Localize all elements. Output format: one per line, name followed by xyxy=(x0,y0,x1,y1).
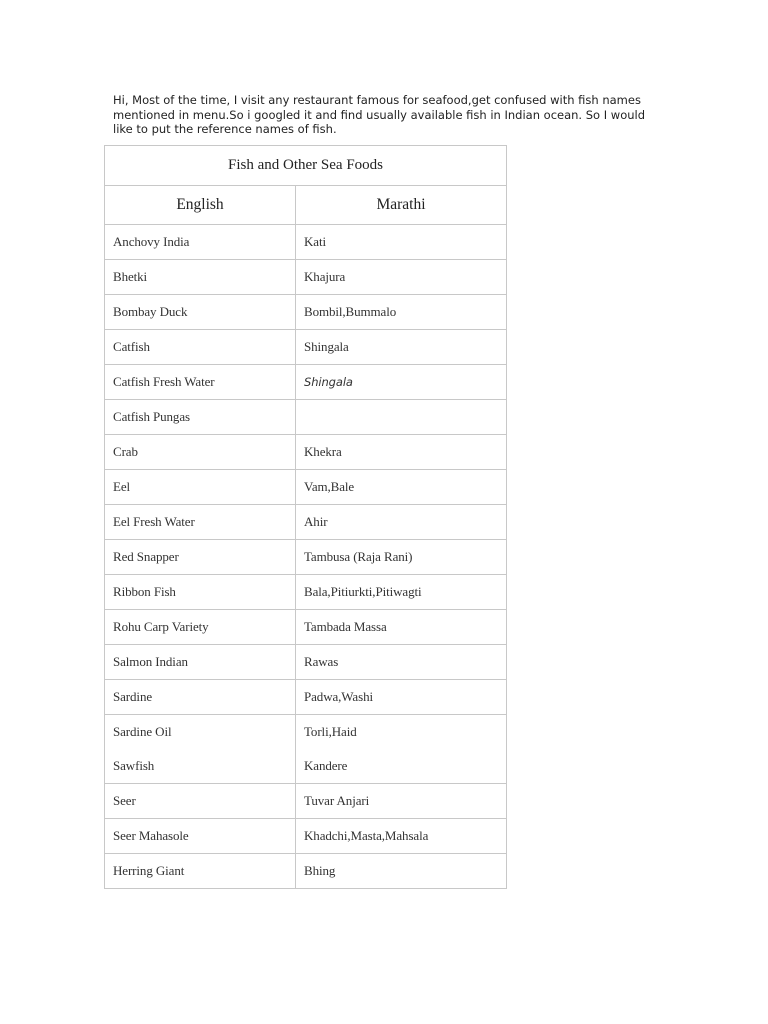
marathi-name: Bhing xyxy=(296,854,507,889)
table-row xyxy=(105,819,507,854)
table-title-row xyxy=(105,146,507,186)
table-row xyxy=(105,435,507,470)
english-name: Catfish xyxy=(105,330,296,365)
table-row xyxy=(105,505,507,540)
marathi-name: Tambusa (Raja Rani) xyxy=(296,540,507,575)
intro-line-1: Hi, Most of the time, I visit any restaurant famous for seafood,get confused with fish names xyxy=(113,93,641,107)
table-row xyxy=(105,715,507,750)
table-row xyxy=(105,784,507,819)
english-name: Crab xyxy=(105,435,296,470)
table-row xyxy=(105,854,507,889)
marathi-name: Kati xyxy=(296,225,507,260)
english-name: Eel Fresh Water xyxy=(105,505,296,540)
intro-line-3: like to put the reference names of fish. xyxy=(113,122,337,136)
table-row xyxy=(105,330,507,365)
table-row xyxy=(105,680,507,715)
marathi-name: Tuvar Anjari xyxy=(296,784,507,819)
table-row xyxy=(105,749,507,784)
english-name: Ribbon Fish xyxy=(105,575,296,610)
english-name: Catfish Fresh Water xyxy=(105,365,296,400)
english-name: Catfish Pungas xyxy=(105,400,296,435)
english-name: Bhetki xyxy=(105,260,296,295)
table-row xyxy=(105,400,507,435)
marathi-name: Shingala xyxy=(296,330,507,365)
table-row xyxy=(105,540,507,575)
table-row xyxy=(105,645,507,680)
marathi-name: Khajura xyxy=(296,260,507,295)
marathi-name: Khekra xyxy=(296,435,507,470)
intro-line-2: mentioned in menu.So i googled it and find usually available fish in Indian ocean. So I would xyxy=(113,107,646,122)
marathi-name: Ahir xyxy=(296,505,507,540)
english-name: Red Snapper xyxy=(105,540,296,575)
table-row xyxy=(105,610,507,645)
marathi-name xyxy=(296,400,507,435)
english-name: Seer xyxy=(105,784,296,819)
table-row xyxy=(105,295,507,330)
marathi-name: Khadchi,Masta,Mahsala xyxy=(296,819,507,854)
marathi-name: Kandere xyxy=(296,749,507,784)
table-title: Fish and Other Sea Foods xyxy=(105,146,507,186)
marathi-name: Torli,Haid xyxy=(296,715,507,750)
marathi-name: Bombil,Bummalo xyxy=(296,295,507,330)
table-header-row xyxy=(105,186,507,225)
marathi-name: Vam,Bale xyxy=(296,470,507,505)
english-name: Sardine Oil xyxy=(105,715,296,750)
english-name: Sardine xyxy=(105,680,296,715)
table-row xyxy=(105,470,507,505)
marathi-name: Padwa,Washi xyxy=(296,680,507,715)
marathi-name: Rawas xyxy=(296,645,507,680)
table-row xyxy=(105,225,507,260)
english-name: Salmon Indian xyxy=(105,645,296,680)
table-row xyxy=(105,260,507,295)
english-name: Anchovy India xyxy=(105,225,296,260)
english-name: Seer Mahasole xyxy=(105,819,296,854)
marathi-name: Bala,Pitiurkti,Pitiwagti xyxy=(296,575,507,610)
english-name: Sawfish xyxy=(105,749,296,784)
english-name: Bombay Duck xyxy=(105,295,296,330)
english-name: Herring Giant xyxy=(105,854,296,889)
marathi-name: Shingala xyxy=(296,365,507,400)
column-header-english: English xyxy=(105,186,296,225)
english-name: Rohu Carp Variety xyxy=(105,610,296,645)
column-header-marathi: Marathi xyxy=(296,186,507,225)
intro-paragraph xyxy=(113,93,658,137)
marathi-name: Tambada Massa xyxy=(296,610,507,645)
english-name: Eel xyxy=(105,470,296,505)
table-row xyxy=(105,575,507,610)
fish-names-table xyxy=(104,145,507,889)
table-row xyxy=(105,365,507,400)
